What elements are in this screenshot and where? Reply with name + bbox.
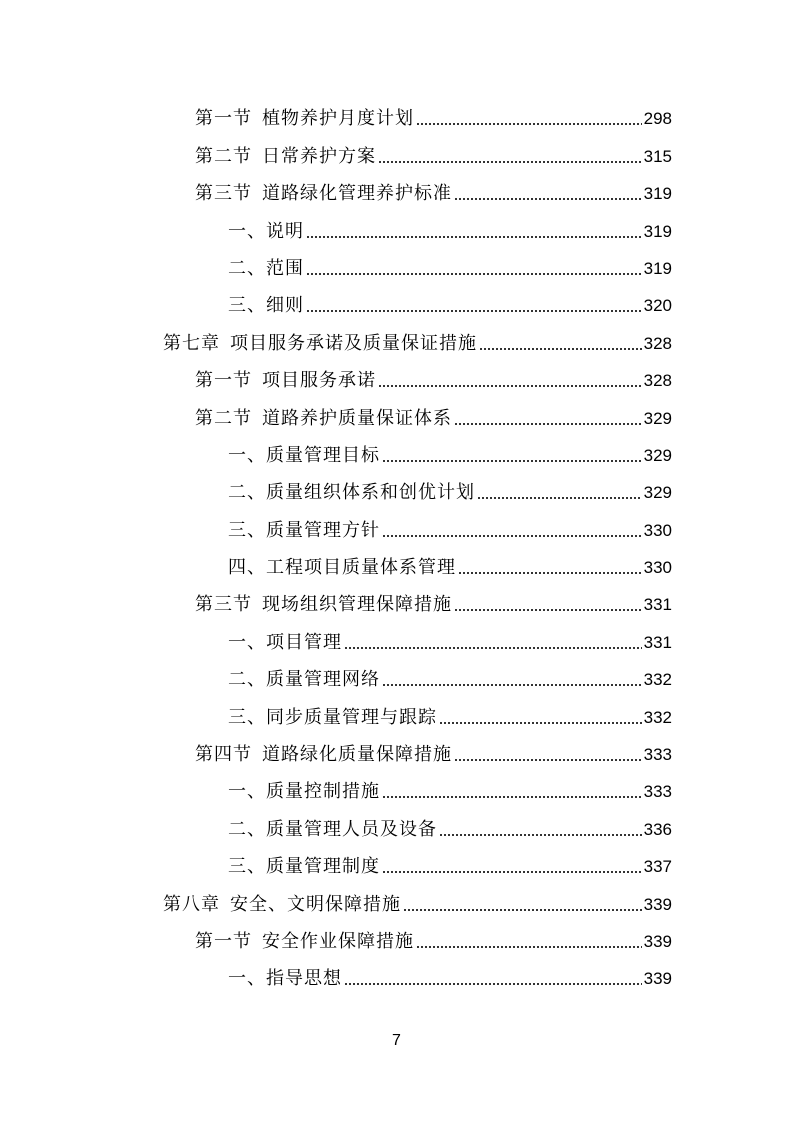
toc-entry[interactable] [0, 550, 793, 587]
toc-entry-number: 二、 [228, 669, 266, 691]
toc-entry-title [228, 669, 380, 691]
toc-entry[interactable] [0, 624, 793, 661]
toc-entry-page: 333 [643, 782, 672, 802]
toc-entry-number: 第一节 [195, 370, 252, 392]
toc-entry[interactable] [0, 662, 793, 699]
toc-entry-title [228, 557, 456, 579]
toc-entry-number: 第三节 [195, 183, 252, 205]
toc-entry-page: 339 [643, 931, 672, 951]
toc-entry-text: 安全、文明保障措施 [230, 893, 401, 915]
dot-leader [454, 422, 642, 426]
toc-entry-title [228, 258, 304, 280]
toc-entry-number: 第二节 [195, 407, 252, 429]
toc-entry-text: 现场组织管理保障措施 [262, 594, 452, 616]
toc-entry-page: 319 [643, 258, 672, 278]
page-number: 7 [392, 1032, 401, 1049]
dot-leader [306, 272, 642, 276]
toc-entry-title [228, 707, 437, 729]
toc-entry-text: 日常养护方案 [262, 145, 376, 167]
toc-entry[interactable] [0, 101, 793, 138]
dot-leader [344, 646, 642, 650]
dot-leader [382, 795, 642, 799]
toc-entry-text: 质量组织体系和创优计划 [266, 482, 475, 504]
toc-entry-text: 质量管理制度 [266, 856, 380, 878]
toc-entry-title [228, 819, 437, 841]
dot-leader [477, 496, 642, 500]
toc-entry-text: 工程项目质量体系管理 [266, 557, 456, 579]
toc-entry-title [195, 183, 452, 205]
toc-entry[interactable] [0, 400, 793, 437]
toc-entry[interactable] [0, 438, 793, 475]
toc-entry-title [195, 594, 452, 616]
toc-entry-text: 指导思想 [266, 968, 342, 990]
dot-leader [306, 309, 642, 313]
toc-entry-number: 三、 [228, 295, 266, 317]
dot-leader [378, 384, 642, 388]
toc-entry-title [195, 408, 452, 430]
toc-entry[interactable] [0, 176, 793, 213]
toc-entry-text: 范围 [266, 257, 304, 279]
toc-entry-page: 332 [643, 670, 672, 690]
toc-entry-number: 第三节 [195, 594, 252, 616]
dot-leader [479, 347, 642, 351]
toc-entry-number: 三、 [228, 519, 266, 541]
toc-entry-text: 道路养护质量保证体系 [262, 407, 452, 429]
toc-entry-text: 项目服务承诺 [262, 370, 376, 392]
toc-entry-page: 337 [643, 857, 672, 877]
toc-entry-text: 道路绿化管理养护标准 [262, 183, 452, 205]
toc-entry-text: 项目服务承诺及质量保证措施 [230, 332, 477, 354]
toc-entry[interactable] [0, 924, 793, 961]
toc-entry-page: 331 [643, 595, 672, 615]
toc-entry-title [228, 632, 342, 654]
toc-entry-page: 315 [643, 146, 672, 166]
toc-entry-page: 330 [643, 520, 672, 540]
toc-entry-page: 331 [643, 632, 672, 652]
toc-entry-text: 质量控制措施 [266, 781, 380, 803]
toc-entry-title [163, 894, 401, 916]
toc-entry-page: 298 [643, 109, 672, 129]
toc-entry-number: 一、 [228, 968, 266, 990]
toc-entry-title [228, 968, 342, 990]
toc-entry-number: 二、 [228, 818, 266, 840]
toc-entry-text: 质量管理网络 [266, 669, 380, 691]
dot-leader [454, 758, 642, 762]
toc-entry-title [228, 856, 380, 878]
dot-leader [306, 235, 642, 239]
toc-entry-text: 安全作业保障措施 [262, 930, 414, 952]
toc-entry-page: 329 [643, 483, 672, 503]
toc-entry-text: 项目管理 [266, 631, 342, 653]
toc-entry-page: 328 [643, 333, 672, 353]
toc-entry-title [195, 931, 414, 953]
toc-entry-page: 329 [643, 408, 672, 428]
toc-entry[interactable] [0, 251, 793, 288]
table-of-contents [0, 101, 793, 998]
toc-entry[interactable] [0, 138, 793, 175]
toc-entry-title [228, 295, 304, 317]
toc-entry-number: 三、 [228, 706, 266, 728]
toc-entry-title [228, 221, 304, 243]
toc-entry-text: 细则 [266, 295, 304, 317]
toc-entry[interactable] [0, 587, 793, 624]
toc-entry[interactable] [0, 961, 793, 998]
dot-leader [382, 459, 642, 463]
toc-entry-title [195, 108, 414, 130]
toc-entry[interactable] [0, 213, 793, 250]
toc-entry-title [163, 333, 477, 355]
toc-entry[interactable] [0, 699, 793, 736]
dot-leader [416, 122, 642, 126]
toc-entry-title [195, 744, 452, 766]
toc-entry-text: 质量管理人员及设备 [266, 818, 437, 840]
toc-entry-title [195, 370, 376, 392]
toc-entry-page: 319 [643, 184, 672, 204]
toc-entry[interactable] [0, 512, 793, 549]
toc-entry-page: 339 [643, 969, 672, 989]
toc-entry-text: 质量管理方针 [266, 519, 380, 541]
toc-entry-number: 第八章 [163, 893, 220, 915]
toc-entry-number: 第七章 [163, 332, 220, 354]
toc-entry-number: 一、 [228, 781, 266, 803]
toc-entry-number: 第一节 [195, 108, 252, 130]
dot-leader [344, 982, 642, 986]
toc-entry-title [195, 146, 376, 168]
toc-entry-text: 道路绿化质量保障措施 [262, 744, 452, 766]
toc-entry-text: 植物养护月度计划 [262, 108, 414, 130]
toc-entry-title [228, 445, 380, 467]
toc-entry-number: 一、 [228, 444, 266, 466]
toc-entry-page: 320 [643, 296, 672, 316]
dot-leader [382, 870, 642, 874]
toc-entry-title [228, 520, 380, 542]
toc-entry-number: 二、 [228, 482, 266, 504]
toc-entry[interactable] [0, 325, 793, 362]
toc-entry[interactable] [0, 811, 793, 848]
toc-entry-text: 说明 [266, 220, 304, 242]
toc-entry-number: 四、 [228, 557, 266, 579]
toc-entry-page: 332 [643, 707, 672, 727]
toc-entry[interactable] [0, 774, 793, 811]
toc-entry-number: 第一节 [195, 930, 252, 952]
toc-entry[interactable] [0, 849, 793, 886]
toc-entry-page: 329 [643, 445, 672, 465]
toc-entry[interactable] [0, 737, 793, 774]
toc-entry-title [228, 482, 475, 504]
toc-entry[interactable] [0, 363, 793, 400]
toc-entry-title [228, 781, 380, 803]
toc-entry-text: 同步质量管理与跟踪 [266, 706, 437, 728]
dot-leader [458, 571, 642, 575]
dot-leader [416, 945, 642, 949]
dot-leader [378, 160, 642, 164]
toc-entry-text: 质量管理目标 [266, 444, 380, 466]
dot-leader [454, 608, 642, 612]
dot-leader [439, 833, 642, 837]
toc-entry-page: 339 [643, 894, 672, 914]
toc-entry-page: 328 [643, 371, 672, 391]
toc-entry-number: 一、 [228, 220, 266, 242]
dot-leader [439, 721, 642, 725]
dot-leader [403, 908, 642, 912]
toc-entry-page: 330 [643, 558, 672, 578]
toc-entry-number: 第二节 [195, 145, 252, 167]
toc-entry-number: 第四节 [195, 744, 252, 766]
toc-entry[interactable] [0, 288, 793, 325]
toc-entry-page: 336 [643, 819, 672, 839]
toc-entry-number: 三、 [228, 856, 266, 878]
dot-leader [454, 197, 642, 201]
dot-leader [382, 683, 642, 687]
toc-entry[interactable] [0, 475, 793, 512]
toc-entry-number: 二、 [228, 257, 266, 279]
toc-entry-page: 333 [643, 745, 672, 765]
toc-entry[interactable] [0, 886, 793, 923]
dot-leader [382, 534, 642, 538]
toc-entry-page: 319 [643, 221, 672, 241]
toc-entry-number: 一、 [228, 631, 266, 653]
